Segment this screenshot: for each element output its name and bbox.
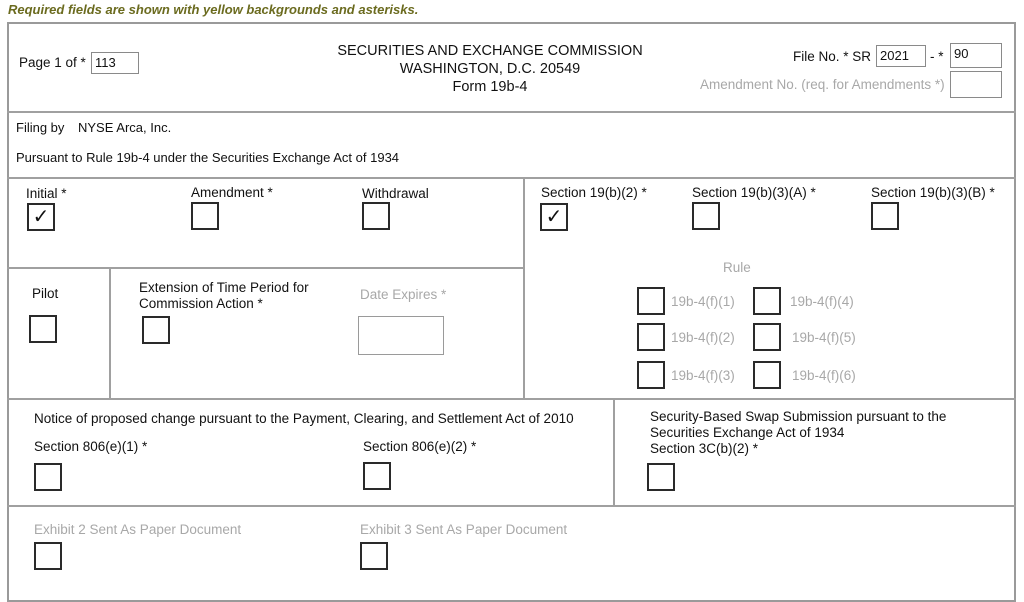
amendment-checkbox[interactable] xyxy=(191,202,219,230)
rule-f1-checkbox[interactable] xyxy=(637,287,665,315)
initial-label: Initial * xyxy=(26,186,67,201)
rule-f1-label: 19b-4(f)(1) xyxy=(671,294,735,309)
page-label: Page 1 of * xyxy=(19,55,86,70)
date-expires-field[interactable] xyxy=(358,316,444,355)
rule-f4-label: 19b-4(f)(4) xyxy=(790,294,854,309)
initial-checkbox[interactable]: ✓ xyxy=(27,203,55,231)
filing-organization: NYSE Arca, Inc. xyxy=(78,120,172,135)
amendment-label: Amendment * xyxy=(191,185,273,200)
rule-f2-label: 19b-4(f)(2) xyxy=(671,330,735,345)
form-title-number: Form 19b-4 xyxy=(452,79,528,95)
withdrawal-label: Withdrawal xyxy=(362,186,429,201)
extension-label: Extension of Time Period for xyxy=(139,280,309,295)
rule-f5-label: 19b-4(f)(5) xyxy=(792,330,856,345)
payment-notice-text: Notice of proposed change pursuant to the Payment, Clearing, and Settlement Act of 2010 xyxy=(34,411,574,426)
amendment-no-field[interactable] xyxy=(950,71,1002,98)
rule-label: Rule xyxy=(723,260,751,275)
date-expires-label: Date Expires * xyxy=(360,287,447,302)
pursuant-rule-text: Pursuant to Rule 19b-4 under the Securities Exchange Act of 1934 xyxy=(16,150,400,165)
divider-header xyxy=(7,111,1016,113)
divider-type-section xyxy=(523,177,525,399)
page-total-field[interactable]: 113 xyxy=(91,52,139,74)
file-no-label: File No. * SR xyxy=(793,49,872,64)
section-19b3b-checkbox[interactable] xyxy=(871,202,899,230)
section-806e1-label: Section 806(e)(1) * xyxy=(34,439,148,454)
section-806e2-label: Section 806(e)(2) * xyxy=(363,439,477,454)
swap-label-line1: Security-Based Swap Submission pursuant to the xyxy=(650,409,947,424)
section-19b3a-label: Section 19(b)(3)(A) * xyxy=(692,185,816,200)
required-fields-notice: Required fields are shown with yellow backgrounds and asterisks. xyxy=(8,2,419,17)
swap-label-line3: Section 3C(b)(2) * xyxy=(650,441,759,456)
section-806e2-checkbox[interactable] xyxy=(363,462,391,490)
section-19b2-label: Section 19(b)(2) * xyxy=(541,185,647,200)
file-year-field[interactable]: 2021 xyxy=(876,45,926,67)
rule-f6-checkbox[interactable] xyxy=(753,361,781,389)
divider-payment-swap xyxy=(613,398,615,506)
section-806e1-checkbox[interactable] xyxy=(34,463,62,491)
divider-type-mid xyxy=(7,267,525,269)
filing-by-label: Filing by xyxy=(16,120,65,135)
exhibit2-checkbox[interactable] xyxy=(34,542,62,570)
divider-filing xyxy=(7,177,1016,179)
rule-f5-checkbox[interactable] xyxy=(753,323,781,351)
divider-type-bottom xyxy=(7,398,1016,400)
divider-pilot xyxy=(109,267,111,399)
rule-f3-label: 19b-4(f)(3) xyxy=(671,368,735,383)
section-19b3b-label: Section 19(b)(3)(B) * xyxy=(871,185,995,200)
form-frame xyxy=(7,22,1016,602)
file-number-field[interactable]: 90 xyxy=(950,43,1002,68)
swap-label-line2: Securities Exchange Act of 1934 xyxy=(650,425,845,440)
file-dash-label: - * xyxy=(930,49,944,64)
rule-f6-label: 19b-4(f)(6) xyxy=(792,368,856,383)
form-title: SECURITIES AND EXCHANGE COMMISSION xyxy=(337,43,643,59)
pilot-checkbox[interactable] xyxy=(29,315,57,343)
divider-payment-bottom xyxy=(7,505,1016,507)
rule-f2-checkbox[interactable] xyxy=(637,323,665,351)
extension-checkbox[interactable] xyxy=(142,316,170,344)
exhibit3-label: Exhibit 3 Sent As Paper Document xyxy=(360,522,568,537)
rule-f3-checkbox[interactable] xyxy=(637,361,665,389)
section-3cb2-checkbox[interactable] xyxy=(647,463,675,491)
pilot-label: Pilot xyxy=(32,286,59,301)
section-19b3a-checkbox[interactable] xyxy=(692,202,720,230)
exhibit3-checkbox[interactable] xyxy=(360,542,388,570)
exhibit2-label: Exhibit 2 Sent As Paper Document xyxy=(34,522,242,537)
extension-label-line2: Commission Action * xyxy=(139,296,263,311)
withdrawal-checkbox[interactable] xyxy=(362,202,390,230)
section-19b2-checkbox[interactable]: ✓ xyxy=(540,203,568,231)
amendment-no-label: Amendment No. (req. for Amendments *) xyxy=(700,77,945,92)
form-title-city: WASHINGTON, D.C. 20549 xyxy=(399,61,581,77)
rule-f4-checkbox[interactable] xyxy=(753,287,781,315)
